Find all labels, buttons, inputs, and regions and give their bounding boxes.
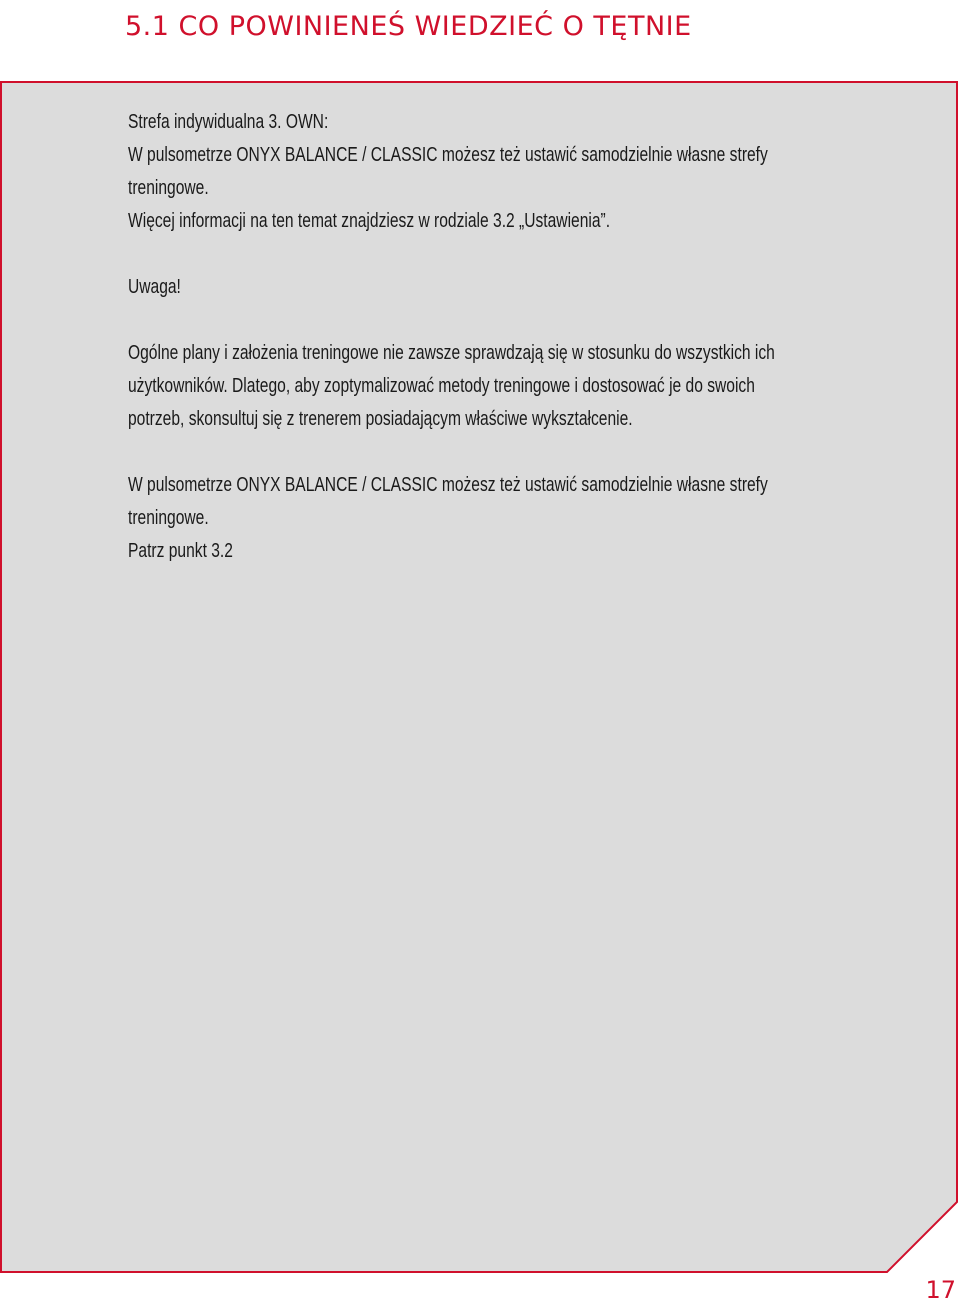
note-text-line: użytkowników. Dlatego, aby zoptymalizować metody treningowe i dostosować je do swoich — [128, 375, 755, 397]
page-title: 5.1 CO POWINIENEŚ WIEDZIEĆ O TĘTNIE — [125, 11, 692, 42]
final-text-line: treningowe. — [128, 507, 209, 529]
note-text-line: Ogólne plany i założenia treningowe nie zawsze sprawdzają się w stosunku do wszystkich ich — [128, 342, 775, 364]
note-text-line: potrzeb, skonsultuj się z trenerem posiadającym właściwe wykształcenie. — [128, 408, 633, 430]
body-text — [128, 106, 908, 568]
zone-text-line: treningowe. — [128, 177, 209, 199]
note-label: Uwaga! — [128, 276, 181, 298]
final-text-line: Patrz punkt 3.2 — [128, 540, 233, 562]
page-number: 17 — [925, 1276, 956, 1304]
final-text-line: W pulsometrze ONYX BALANCE / CLASSIC możesz też ustawić samodzielnie własne strefy — [128, 474, 768, 496]
zone-text-line: W pulsometrze ONYX BALANCE / CLASSIC możesz też ustawić samodzielnie własne strefy — [128, 144, 768, 166]
zone-text-line: Więcej informacji na ten temat znajdziesz w rodziale 3.2 „Ustawienia”. — [128, 210, 611, 232]
zone-heading: Strefa indywidualna 3. OWN: — [128, 111, 329, 133]
